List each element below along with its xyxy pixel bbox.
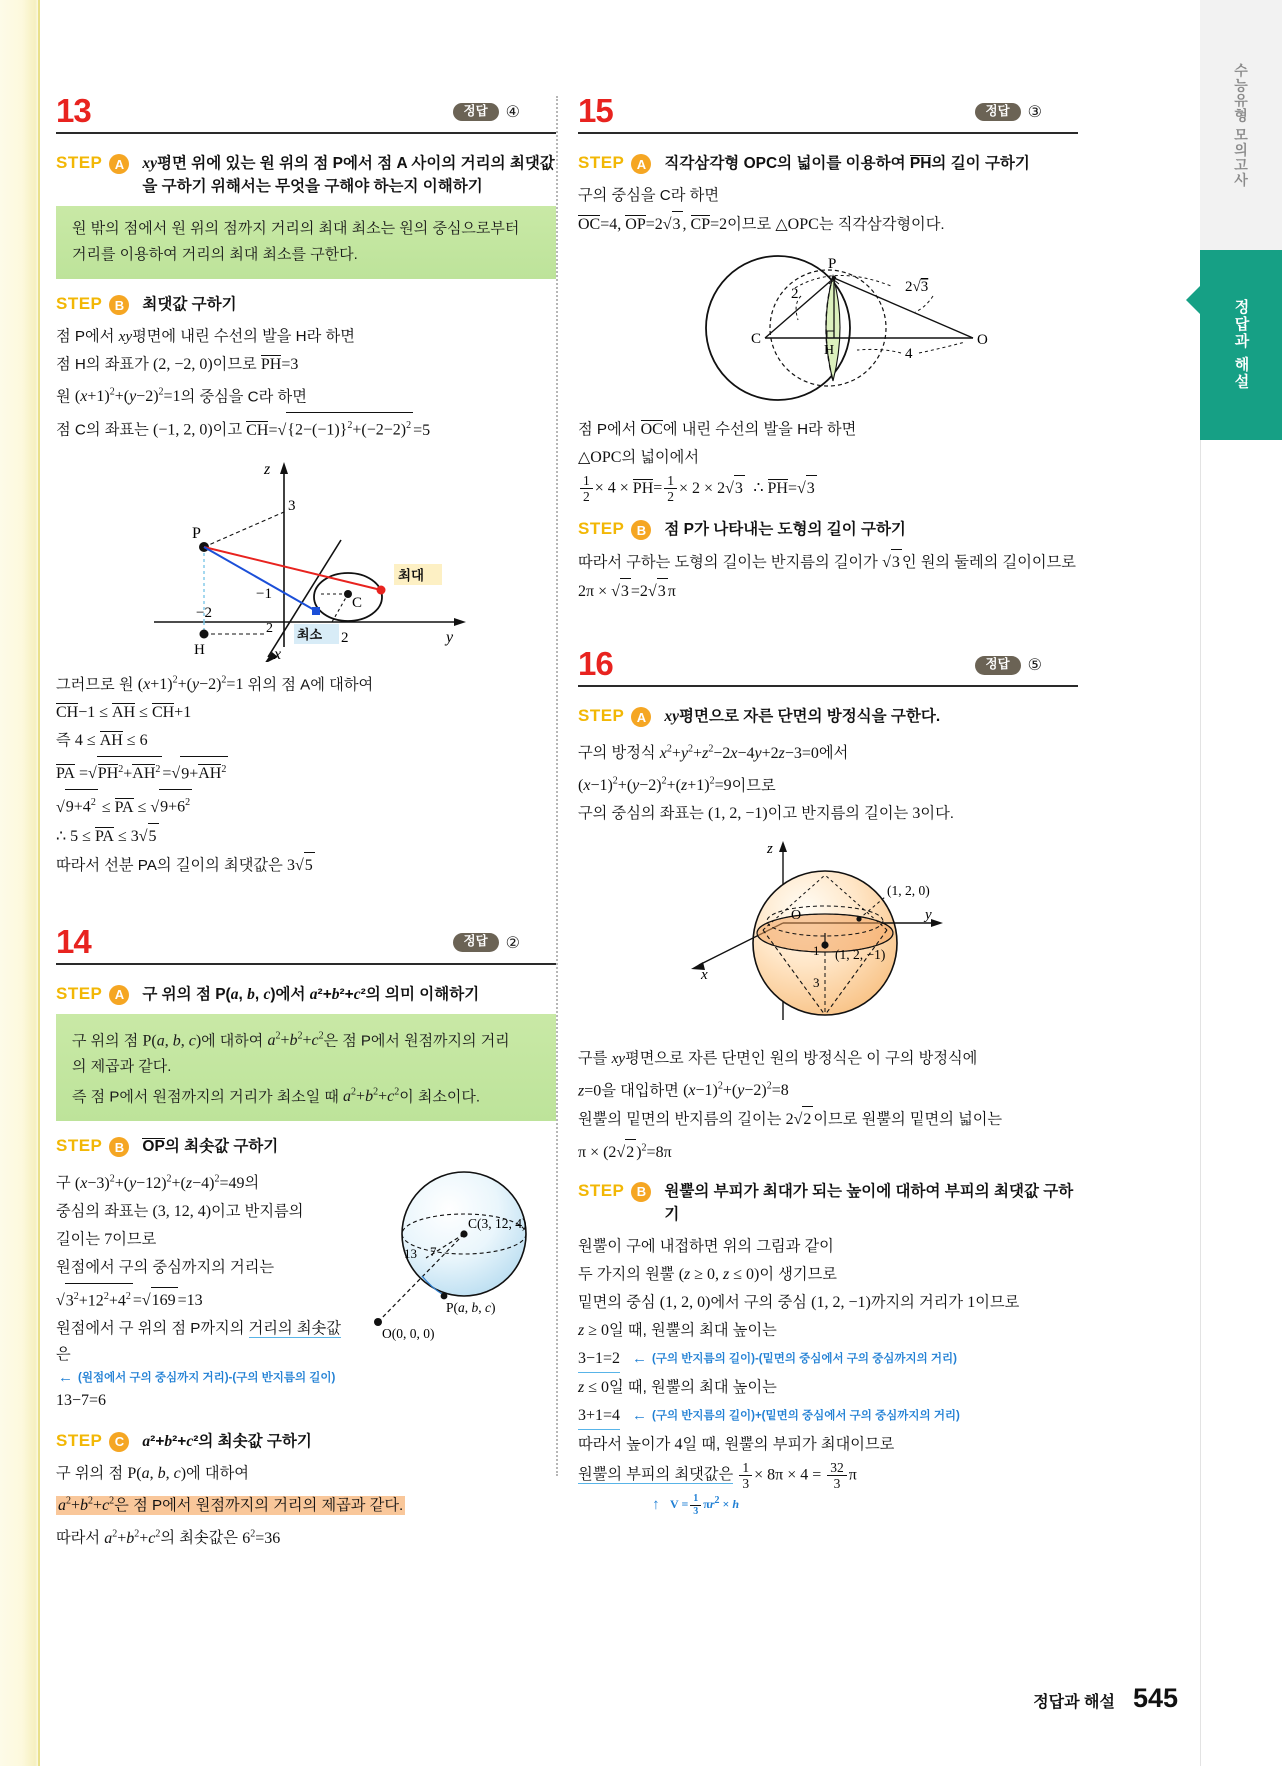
problem-14: [56, 923, 556, 1552]
svg-text:z: z: [767, 840, 773, 857]
p15-line-6: 따라서 구하는 도형의 길이는 반지름의 길이가 √3 인 원의 둘레의 길이이므로: [578, 549, 1078, 576]
svg-text:7: 7: [430, 1244, 437, 1260]
svg-text:C: C: [352, 594, 363, 611]
p14-line-8: 구 위의 점 P(a, b, c)에 대하여: [56, 1464, 249, 1482]
problem-13-answer-badge: [453, 102, 521, 122]
problem-16-answer-badge: [975, 655, 1043, 675]
p16-line-3: 구의 중심의 좌표는 (1, 2, −1)이고 반지름의 길이는 3이다.: [578, 804, 954, 822]
figure-14-svg: [360, 1160, 550, 1345]
problem-16-rule: [578, 685, 1078, 687]
problem-14-step-a-title: 구 위의 점 P(a, b, c)에서 a²+b²+c²의 의미 이해하기: [142, 985, 480, 1003]
svg-text:1: 1: [813, 942, 820, 958]
svg-text:H: H: [194, 641, 205, 658]
problem-13-step-b-title: 최댓값 구하기: [142, 296, 237, 313]
p15-line-3: 점 P에서 OC에 내린 수선의 발을 H라 하면: [578, 421, 857, 438]
p16-note-3-text: V = $\frac{1}{3}$ $\pi r^2 \times h$: [670, 1493, 740, 1517]
p14-line-2: 중심의 좌표는 (3, 12, 4)이고 반지름의: [56, 1202, 304, 1220]
step-word: STEP: [56, 153, 103, 172]
step-word: STEP: [56, 1430, 103, 1450]
svg-text:(1, 2, −1): (1, 2, −1): [835, 946, 886, 962]
problem-13: [56, 92, 556, 879]
p15-line-4: △OPC의 넓이에서: [578, 449, 700, 466]
p16-line-16: 원뿔의 부피의 최댓값은 $\frac{1}{3}$ × 8π × 4 = $\frac{32}{3}$ π: [578, 1459, 857, 1491]
p13-line-9: $√9+4^2$ ≤ PA ≤ $√9+6^2$: [56, 789, 556, 820]
figure-15-svg: [643, 246, 1013, 411]
svg-text:3: 3: [288, 497, 296, 514]
problem-16-answer-value: ⑤: [1027, 657, 1042, 675]
column-divider: [556, 96, 558, 1476]
p16-line-14: [578, 1403, 1078, 1430]
step-word: STEP: [578, 153, 625, 172]
p16-line-4: 구를 xy평면으로 자른 단면인 원의 방정식은 이 구의 방정식에: [578, 1049, 978, 1067]
problem-14-step-b: [56, 1135, 556, 1158]
problem-16-header: [578, 645, 1078, 691]
problem-13-rule: [56, 132, 556, 134]
p13-line-2: 점 H의 좌표가 (2, −2, 0)이므로 PH=3: [56, 356, 299, 373]
problem-13-header: [56, 92, 556, 138]
svg-text:13: 13: [404, 1246, 417, 1262]
svg-text:C(3, 12, 4): C(3, 12, 4): [468, 1216, 527, 1232]
p13-line-3: 원 $(x+1)^2+(y-2)^2=1$의 중심을 C라 하면: [56, 387, 307, 406]
green-line: 즉 점 P에서 원점까지의 거리가 최소일 때 $a^2+b^2+c^2$이 최소이다.: [72, 1086, 480, 1106]
problem-13-figure: [56, 452, 556, 662]
svg-text:2: 2: [266, 620, 273, 636]
p14-note-1-text: (원점에서 구의 중심까지 거리)-(구의 반지름의 길이): [78, 1371, 336, 1384]
p16-eq-2: 3+1=4: [578, 1403, 620, 1430]
p16-note-2-text: (구의 반지름의 길이)+(밑면의 중심에서 구의 중심까지의 거리): [652, 1409, 960, 1422]
footer-page-number: 545: [1132, 1683, 1178, 1713]
p14-note-1: [58, 1370, 556, 1386]
svg-text:3: 3: [813, 974, 820, 990]
arrow-left-icon: ←: [58, 1368, 73, 1386]
problem-15-figure: [578, 246, 1078, 411]
svg-text:P: P: [192, 524, 201, 542]
problem-16-number: 16: [578, 645, 613, 683]
p13-line-10: ∴ 5 ≤ PA ≤ 3√5: [56, 823, 556, 850]
p16-line-9: 두 가지의 원뿔 (z ≥ 0, z ≤ 0)이 생기므로: [578, 1265, 837, 1283]
problem-14-step-a: [56, 983, 556, 1006]
svg-text:x: x: [274, 645, 282, 662]
svg-text:P: P: [828, 256, 837, 272]
right-column: [578, 92, 1078, 1521]
left-column: [56, 92, 556, 1556]
figure-16-svg: [663, 835, 993, 1040]
problem-15-step-b: [578, 518, 1078, 541]
step-badge: A: [109, 985, 129, 1005]
problem-16-step-b-title: 원뿔의 부피가 최대가 되는 높이에 대하여 부피의 최댓값 구하기: [664, 1182, 1074, 1223]
p14-line-6: 원점에서 구 위의 점 P까지의 거리의 최솟값은: [56, 1319, 341, 1363]
step-badge: A: [631, 707, 651, 727]
p16-line-8: 원뿔이 구에 내접하면 위의 그림과 같이: [578, 1237, 834, 1255]
p14-line-3: 길이는 7이므로: [56, 1230, 157, 1248]
svg-text:x: x: [701, 966, 708, 983]
problem-15-step-a: [578, 152, 1078, 175]
svg-text:최대: 최대: [398, 567, 425, 583]
arrow-left-icon: ←: [632, 1406, 648, 1424]
page-footer: [1033, 1683, 1178, 1714]
step-word: STEP: [56, 1136, 103, 1156]
answer-pill-label: 정답: [975, 103, 1021, 122]
arrow-up-icon: ←: [649, 1497, 667, 1513]
p15-line-1: 구의 중심을 C라 하면: [578, 187, 719, 204]
problem-15-answer-value: ③: [1027, 104, 1042, 121]
problem-13-answer-value: ④: [505, 104, 520, 121]
p14-line-10: 따라서 $a^2+b^2+c^2$의 최솟값은 $6^2=36$: [56, 1528, 281, 1547]
footer-label: 정답과 해설: [1033, 1694, 1115, 1711]
p14-line-4: 원점에서 구의 중심까지의 거리는: [56, 1258, 275, 1276]
step-word: STEP: [578, 519, 625, 539]
problem-15: [578, 92, 1078, 605]
green-line: 구 위의 점 P(a, b, c)에 대하여 $a^2+b^2+c^2$은 점 P에서 원점까지의 거리: [72, 1030, 510, 1049]
p13-line-6: CH−1 ≤ AH ≤ CH+1: [56, 703, 192, 721]
problem-16-step-b: [578, 1180, 1078, 1226]
problem-14-step-c: [56, 1430, 556, 1453]
svg-text:−2: −2: [196, 604, 212, 621]
problem-16-step-a-title: xy평면으로 자른 단면의 방정식을 구한다.: [664, 708, 941, 726]
problem-14-body: [56, 1166, 556, 1416]
p16-line-11: z ≥ 0일 때, 원뿔의 최대 높이는: [578, 1321, 777, 1339]
step-badge: B: [631, 1182, 651, 1202]
step-badge: B: [631, 520, 651, 540]
problem-15-answer-badge: [975, 102, 1043, 122]
problem-14-figure: [360, 1160, 550, 1350]
step-badge: A: [109, 154, 129, 174]
p16-line-13: z ≤ 0일 때, 원뿔의 최대 높이는: [578, 1378, 777, 1396]
p16-eq-1: 3−1=2: [578, 1346, 620, 1373]
problem-15-step-b-title: 점 P가 나타내는 도형의 길이 구하기: [664, 521, 906, 539]
p13-line-1: 점 P에서 xy평면에 내린 수선의 발을 H라 하면: [56, 328, 355, 345]
problem-15-rule: [578, 132, 1078, 134]
problem-15-step-a-title: 직각삼각형 OPC의 넓이를 이용하여 PH의 길이 구하기: [664, 155, 1030, 172]
problem-13-step-b: [56, 293, 556, 316]
step-badge: A: [631, 154, 651, 174]
problem-13-number: 13: [56, 92, 91, 129]
svg-text:y: y: [925, 906, 932, 923]
p16-note-3: [650, 1493, 1078, 1517]
p16-line-1: 구의 방정식 $x^2+y^2+z^2-2x-4y+2z-3=0$에서: [578, 743, 849, 762]
problem-14-answer-badge: [453, 933, 521, 953]
problem-14-step-b-title: OP의 최솟값 구하기: [142, 1138, 279, 1156]
svg-text:2: 2: [791, 286, 799, 302]
p13-line-11: 따라서 선분 PA의 길이의 최댓값은 3√5: [56, 852, 556, 879]
sidebar-tab-answers[interactable]: [1200, 250, 1282, 440]
p14-line-1: 구 $(x-3)^2+(y-12)^2+(z-4)^2=49$의: [56, 1173, 260, 1192]
problem-13-step-a-title: xy평면 위에 있는 원 위의 점 P에서 점 A 사이의 거리의 최댓값 을 구하기 위해서는 무엇을 구해야 하는지 이해하기: [142, 155, 555, 195]
p15-line-5: $\frac{1}{2}$ × 4 × PH= $\frac{1}{2}$ × 2 × 2√3 ∴ PH=√3: [578, 473, 1078, 504]
green-line: 의 제곱과 같다.: [72, 1057, 172, 1075]
problem-13-green-box: [56, 206, 556, 279]
green-line: 거리를 이용하여 거리의 최대 최소를 구한다.: [72, 246, 358, 263]
p13-line-8: PA $=√PH^2+AH^2 =√9+AH^2$: [56, 756, 556, 787]
p15-line-7: 2π × √3 =2√3 π: [578, 578, 1078, 605]
problem-14-header: [56, 923, 556, 969]
sidebar-tab-strip: [1200, 0, 1282, 1766]
p16-line-7: π × (2√2 )$^2$=8π: [578, 1135, 1078, 1165]
step-badge: B: [109, 1137, 129, 1157]
problem-14-green-box: [56, 1014, 556, 1122]
svg-text:−1: −1: [256, 585, 272, 602]
p16-note-2: [632, 1408, 960, 1424]
p13-line-7: 즉 4 ≤ AH ≤ 6: [56, 731, 148, 749]
sidebar-tab-mock-exam[interactable]: [1200, 0, 1282, 250]
svg-text:O: O: [977, 332, 988, 348]
step-badge: B: [109, 295, 129, 315]
p13-line-5: 그러므로 원 $(x+1)^2+(y-2)^2=1$ 위의 점 A에 대하여: [56, 674, 374, 693]
svg-text:P(a, b, c): P(a, b, c): [446, 1300, 496, 1316]
p14-line-9: $a^2+b^2+c^2$은 점 P에서 원점까지의 거리의 제곱과 같다.: [58, 1495, 404, 1515]
sidebar-tab-answers-label: 정답과 해설: [1232, 299, 1250, 391]
problem-16: [578, 645, 1078, 1516]
step-word: STEP: [578, 706, 625, 726]
step-word: STEP: [56, 983, 103, 1003]
problem-14-number: 14: [56, 922, 91, 960]
problem-16-step-a: [578, 705, 1078, 728]
step-badge: C: [109, 1432, 129, 1452]
problem-15-number: 15: [578, 92, 613, 129]
page-left-edge-decoration: [0, 0, 40, 1766]
page-left-rule: [38, 0, 40, 1766]
p16-line-12: [578, 1346, 1078, 1373]
svg-text:y: y: [446, 628, 454, 646]
svg-text:z: z: [264, 460, 271, 478]
green-line: 원 밖의 점에서 원 위의 점까지 거리의 최대 최소는 원의 중심으로부터: [72, 220, 520, 237]
problem-16-figure: [578, 835, 1078, 1040]
p14-line-5: $√3^2+12^2+4^2 =√169 =13$: [56, 1283, 356, 1314]
p16-line-6: 원뿔의 밑면의 반지름의 길이는 2√2 이므로 원뿔의 밑면의 넓이는: [578, 1106, 1078, 1133]
svg-text:O: O: [791, 907, 802, 923]
svg-text:H: H: [824, 343, 835, 358]
p16-line-2: $(x-1)^2+(y-2)^2+(z+1)^2=9$이므로: [578, 775, 776, 794]
answer-pill-label: 정답: [453, 933, 499, 952]
answer-pill-label: 정답: [453, 103, 499, 122]
step-word: STEP: [56, 294, 103, 313]
p14-line-7: 13−7=6: [56, 1391, 107, 1409]
svg-text:2: 2: [341, 629, 349, 646]
svg-text:4: 4: [905, 346, 913, 362]
svg-text:O(0, 0, 0): O(0, 0, 0): [382, 1326, 435, 1342]
problem-13-step-a: [56, 152, 556, 198]
p16-note-1-text: (구의 반지름의 길이)-(밑면의 중심에서 구의 중심까지의 거리): [652, 1352, 957, 1365]
p13-line-4: 점 C의 좌표는 (−1, 2, 0)이고 $CH=√\{2-(-1)\}^2+(-2-2)^2 =5$: [56, 412, 556, 443]
problem-14-answer-value: ②: [505, 934, 520, 952]
problem-15-header: [578, 92, 1078, 138]
step-word: STEP: [578, 1180, 625, 1200]
problem-14-step-c-title: a²+b²+c²의 최솟값 구하기: [142, 1432, 312, 1450]
p16-line-15: 따라서 높이가 4일 때, 원뿔의 부피가 최대이므로: [578, 1435, 895, 1453]
p16-line-10: 밑면의 중심 (1, 2, 0)에서 구의 중심 (1, 2, −1)까지의 거리가 1이므로: [578, 1293, 1020, 1311]
problem-14-rule: [56, 963, 556, 965]
arrow-left-icon: ←: [632, 1349, 648, 1367]
p16-line-5: z=0을 대입하면 $(x-1)^2+(y-2)^2=8$: [578, 1080, 789, 1100]
p15-line-2: OC=4, OP=2√3 , CP=2이므로 △OPC는 직각삼각형이다.: [578, 211, 1078, 238]
figure-13-svg: [136, 452, 476, 662]
p16-note-1: [632, 1351, 957, 1367]
svg-text:C: C: [751, 331, 762, 347]
svg-text:(1, 2, 0): (1, 2, 0): [887, 882, 930, 898]
svg-text:최소: 최소: [297, 626, 323, 642]
sidebar-tab-mock-exam-label: 수능유형 모의고사: [1233, 62, 1249, 188]
answer-pill-label: 정답: [975, 656, 1021, 675]
svg-text:2√3: 2√3: [905, 279, 929, 295]
